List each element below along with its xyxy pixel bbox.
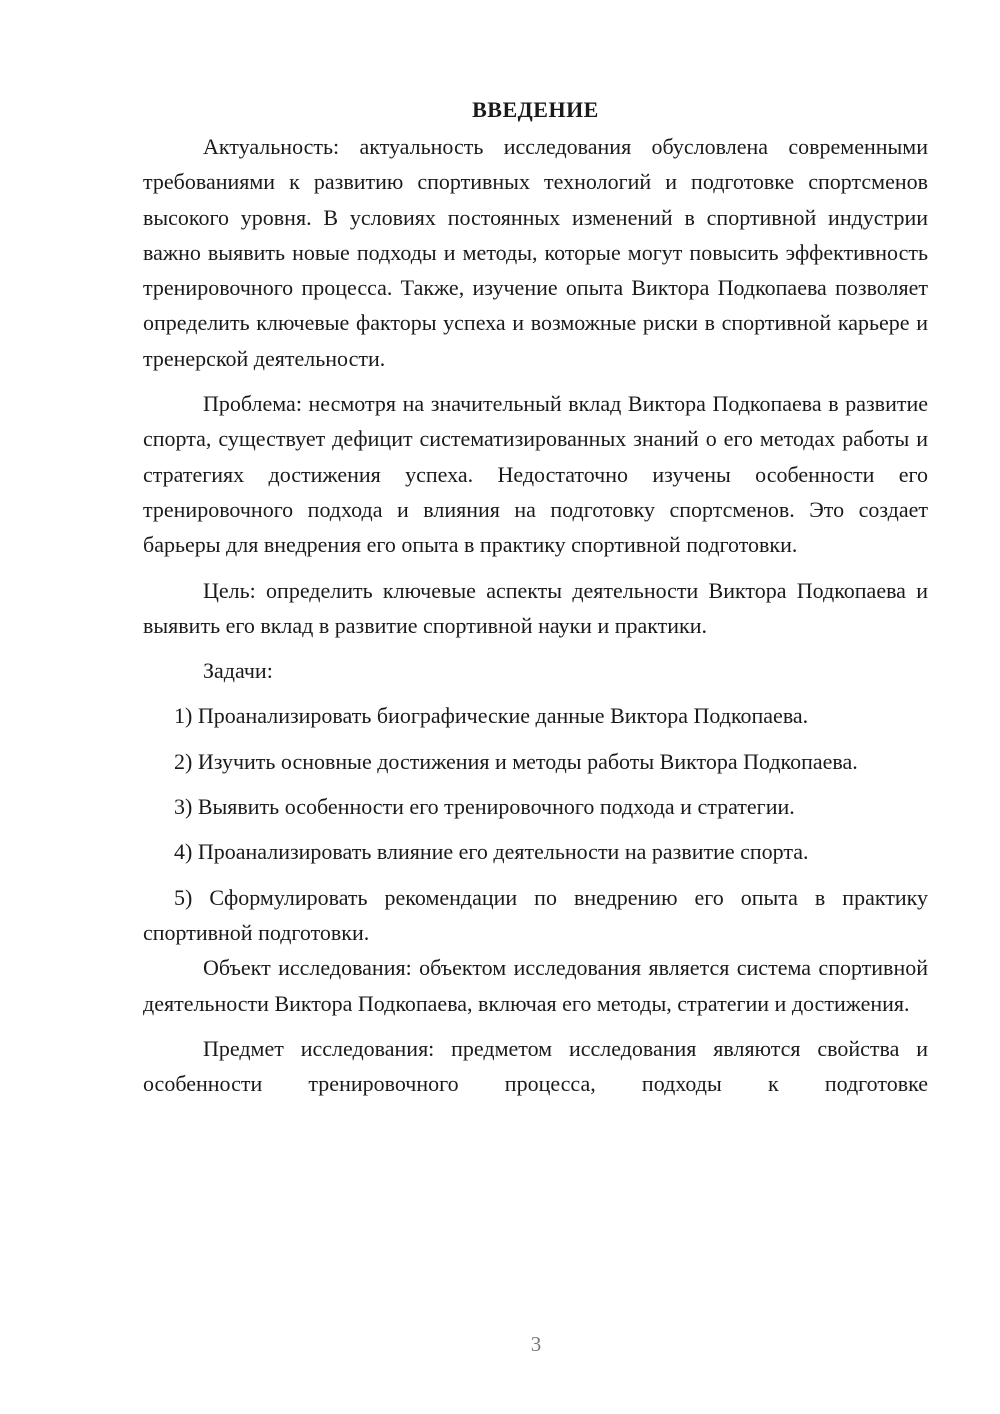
page-number: 3 (530, 1332, 542, 1356)
object-paragraph: Объект исследования: объектом исследования является система спортивной деятельности Виктора Подкопаева, включая его методы, стратегии и достижения. (143, 955, 928, 1016)
document-page (143, 92, 928, 1101)
task-item-1: 1) Проанализировать биографические данные Виктора Подкопаева. (174, 703, 809, 729)
task-item-3: 3) Выявить особенности его тренировочного подхода и стратегии. (174, 794, 795, 820)
goal-paragraph: Цель: определить ключевые аспекты деятельности Виктора Подкопаева и выявить его вклад в развитие спортивной науки и практики. (143, 577, 928, 638)
subject-paragraph: Предмет исследования: предметом исследования являются свойства и особенности тренировочного процесса, подходы к подготовке (143, 1035, 928, 1097)
task-item-5: 5) Сформулировать рекомендации по внедрению его опыта в практику спортивной подготовки. (143, 884, 928, 945)
relevance-paragraph: Актуальность: актуальность исследования обусловлена современными требованиями к развитию спортивных технологий и подготовке спортсменов высокого уровня. В условиях постоянных изменений в спортивной индустрии важно выявить новые подходы и методы, которые могут повысить эффективность тренировочного процесса. Также, изучение опыта Виктора Подкопаева позволяет определить ключевые факторы успеха и возможные риски в спортивной карьере и тренерской деятельности. (143, 134, 928, 371)
tasks-label: Задачи: (203, 658, 273, 684)
section-heading: ВВЕДЕНИЕ (472, 97, 599, 122)
problem-paragraph: Проблема: несмотря на значительный вклад Виктора Подкопаева в развитие спорта, существует дефицит систематизированных знаний о его методах работы и стратегиях достижения успеха. Недостаточно изучены особенности его тренировочного подхода и влияния на подготовку спортсменов. Это создает барьеры для внедрения его опыта в практику спортивной подготовки. (143, 391, 928, 558)
task-item-2: 2) Изучить основные достижения и методы работы Виктора Подкопаева. (174, 748, 858, 774)
task-item-4: 4) Проанализировать влияние его деятельности на развитие спорта. (174, 839, 809, 865)
